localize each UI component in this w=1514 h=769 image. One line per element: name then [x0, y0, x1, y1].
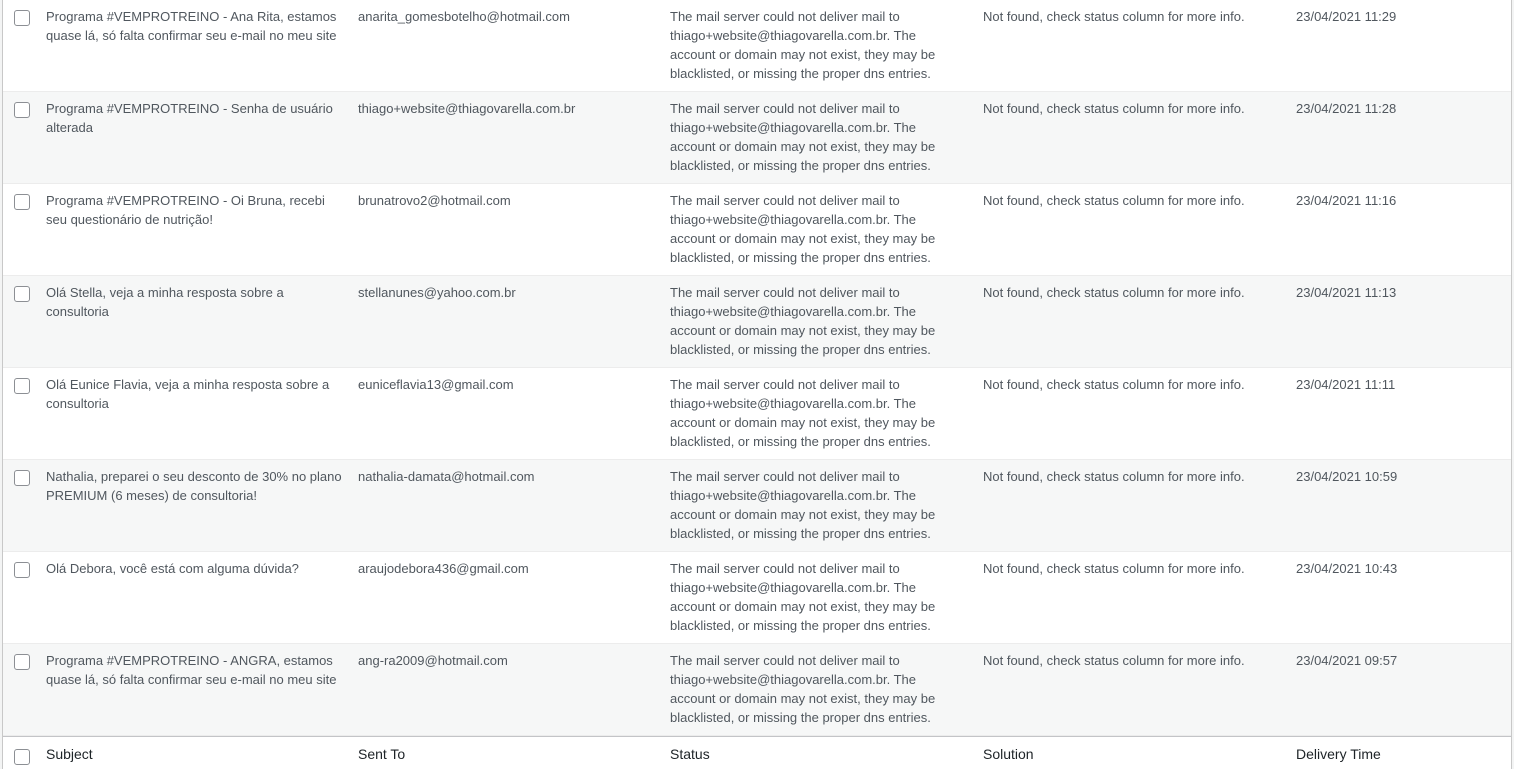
solution-cell: Not found, check status column for more info.	[983, 469, 1245, 484]
table-row	[3, 184, 1511, 276]
solution-cell: Not found, check status column for more info.	[983, 193, 1245, 208]
subject-cell: Nathalia, preparei o seu desconto de 30% no plano PREMIUM (6 meses) de consultoria!	[46, 469, 342, 503]
delivery-time-cell: 23/04/2021 11:16	[1296, 193, 1397, 208]
subject-cell: Olá Debora, você está com alguma dúvida?	[46, 561, 299, 576]
delivery-time-cell: 23/04/2021 10:43	[1296, 561, 1398, 576]
table-row	[3, 0, 1511, 92]
column-header-sent-to[interactable]: Sent To	[358, 746, 406, 762]
solution-cell: Not found, check status column for more info.	[983, 653, 1245, 668]
status-cell: The mail server could not deliver mail to thiago+website@thiagovarella.com.br. The account or domain may not exist, they may be blacklisted, or missing the proper dns entries.	[670, 653, 936, 725]
sent-to-cell: stellanunes@yahoo.com.br	[358, 285, 516, 300]
sent-to-cell: thiago+website@thiagovarella.com.br	[358, 101, 576, 116]
delivery-time-cell: 23/04/2021 09:57	[1296, 653, 1398, 668]
table-row	[3, 460, 1511, 552]
table-row	[3, 552, 1511, 644]
row-checkbox[interactable]	[14, 470, 30, 486]
table-row	[3, 276, 1511, 368]
status-cell: The mail server could not deliver mail to thiago+website@thiagovarella.com.br. The account or domain may not exist, they may be blacklisted, or missing the proper dns entries.	[670, 9, 936, 81]
table-footer-header	[3, 736, 1511, 769]
delivery-time-cell: 23/04/2021 11:13	[1296, 285, 1397, 300]
solution-cell: Not found, check status column for more info.	[983, 285, 1245, 300]
row-checkbox[interactable]	[14, 562, 30, 578]
subject-cell: Programa #VEMPROTREINO - Senha de usuário alterada	[46, 101, 333, 135]
table-row	[3, 644, 1511, 736]
column-header-delivery-time[interactable]: Delivery Time	[1296, 746, 1381, 762]
subject-cell: Programa #VEMPROTREINO - ANGRA, estamos quase lá, só falta confirmar seu e-mail no meu site	[46, 653, 337, 687]
status-cell: The mail server could not deliver mail to thiago+website@thiagovarella.com.br. The account or domain may not exist, they may be blacklisted, or missing the proper dns entries.	[670, 193, 936, 265]
table-row	[3, 92, 1511, 184]
sent-to-cell: anarita_gomesbotelho@hotmail.com	[358, 9, 570, 24]
column-header-subject[interactable]: Subject	[46, 746, 93, 762]
status-cell: The mail server could not deliver mail to thiago+website@thiagovarella.com.br. The account or domain may not exist, they may be blacklisted, or missing the proper dns entries.	[670, 285, 936, 357]
row-checkbox[interactable]	[14, 102, 30, 118]
status-cell: The mail server could not deliver mail to thiago+website@thiagovarella.com.br. The account or domain may not exist, they may be blacklisted, or missing the proper dns entries.	[670, 377, 936, 449]
email-log-table	[2, 0, 1512, 769]
subject-cell: Programa #VEMPROTREINO - Ana Rita, estamos quase lá, só falta confirmar seu e-mail no meu site	[46, 9, 337, 43]
solution-cell: Not found, check status column for more info.	[983, 9, 1245, 24]
sent-to-cell: nathalia-damata@hotmail.com	[358, 469, 535, 484]
row-checkbox[interactable]	[14, 286, 30, 302]
table-row	[3, 368, 1511, 460]
status-cell: The mail server could not deliver mail to thiago+website@thiagovarella.com.br. The account or domain may not exist, they may be blacklisted, or missing the proper dns entries.	[670, 561, 936, 633]
subject-cell: Programa #VEMPROTREINO - Oi Bruna, recebi seu questionário de nutrição!	[46, 193, 325, 227]
sent-to-cell: euniceflavia13@gmail.com	[358, 377, 514, 392]
solution-cell: Not found, check status column for more info.	[983, 561, 1245, 576]
delivery-time-cell: 23/04/2021 11:28	[1296, 101, 1397, 116]
solution-cell: Not found, check status column for more info.	[983, 377, 1245, 392]
subject-cell: Olá Stella, veja a minha resposta sobre a consultoria	[46, 285, 284, 319]
row-checkbox[interactable]	[14, 654, 30, 670]
sent-to-cell: ang-ra2009@hotmail.com	[358, 653, 508, 668]
status-cell: The mail server could not deliver mail to thiago+website@thiagovarella.com.br. The account or domain may not exist, they may be blacklisted, or missing the proper dns entries.	[670, 469, 936, 541]
sent-to-cell: brunatrovo2@hotmail.com	[358, 193, 511, 208]
sent-to-cell: araujodebora436@gmail.com	[358, 561, 529, 576]
status-cell: The mail server could not deliver mail to thiago+website@thiagovarella.com.br. The account or domain may not exist, they may be blacklisted, or missing the proper dns entries.	[670, 101, 936, 173]
delivery-time-cell: 23/04/2021 10:59	[1296, 469, 1398, 484]
row-checkbox[interactable]	[14, 378, 30, 394]
delivery-time-cell: 23/04/2021 11:29	[1296, 9, 1397, 24]
column-header-solution[interactable]: Solution	[983, 746, 1034, 762]
solution-cell: Not found, check status column for more info.	[983, 101, 1245, 116]
select-all-checkbox[interactable]	[14, 749, 30, 765]
row-checkbox[interactable]	[14, 10, 30, 26]
row-checkbox[interactable]	[14, 194, 30, 210]
column-header-status[interactable]: Status	[670, 746, 710, 762]
subject-cell: Olá Eunice Flavia, veja a minha resposta sobre a consultoria	[46, 377, 330, 411]
delivery-time-cell: 23/04/2021 11:11	[1296, 377, 1396, 392]
